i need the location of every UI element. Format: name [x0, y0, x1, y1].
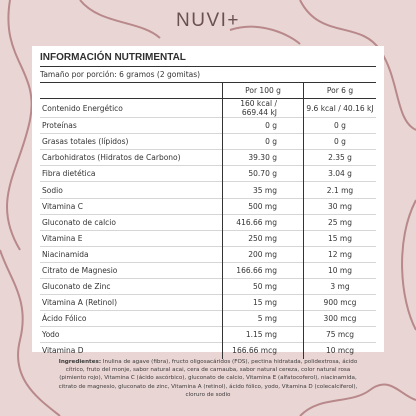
- table-header-row: [40, 83, 376, 99]
- header-nutrient: [40, 83, 223, 99]
- value-per-100g: 5 mg: [223, 311, 304, 327]
- value-per-100g: 250 mg: [223, 230, 304, 246]
- header-per-100g: Por 100 g: [223, 83, 304, 99]
- nutrient-name: Gluconato de calcio: [40, 214, 223, 230]
- value-per-100g: 1.15 mg: [223, 327, 304, 343]
- table-row: [40, 182, 376, 198]
- nutrient-name: Vitamina D: [40, 343, 223, 359]
- table-row: [40, 214, 376, 230]
- value-per-6g: 10 mcg: [304, 343, 377, 359]
- value-per-100g: 166.66 mg: [223, 262, 304, 278]
- ingredients-list: Inulina de agave (fibra), fructo oligosacáridos (FOS), pectina hidratada, polidextrosa, ácido cítrico, fruto del monje, sabor natural acai, cera de carnauba, sabor natural cereza, color natural rosa (pimiento rojo), Vitamina C (ácido ascórbico), gluconato de calcio, Vitamina E (alfatocoferol), niacinamida, citrato de magnesio, gluconato de zinc, Vitamina A (retinol), ácido fólico, yodo, Vitamina D (colecalciferol), cloruro de sodio: [58, 359, 358, 398]
- value-per-6g: 25 mg: [304, 214, 377, 230]
- value-per-100g: 0 g: [223, 118, 304, 134]
- value-per-6g: 3.04 g: [304, 166, 377, 182]
- table-row: [40, 311, 376, 327]
- value-per-100g: 15 mg: [223, 295, 304, 311]
- nutrient-name: Niacinamida: [40, 246, 223, 262]
- value-per-6g: 10 mg: [304, 262, 377, 278]
- nutrient-name: Proteínas: [40, 118, 223, 134]
- value-per-6g: 2.35 g: [304, 150, 377, 166]
- nutrient-name: Contenido Energético: [42, 103, 123, 113]
- value-per-6g: 0 g: [304, 134, 377, 150]
- ingredients-text: [56, 358, 360, 399]
- value-per-6g: 15 mg: [304, 230, 377, 246]
- table-row: [40, 246, 376, 262]
- value-per-6g: 30 mg: [304, 198, 377, 214]
- table-row: [40, 279, 376, 295]
- table-row: [40, 230, 376, 246]
- value-per-6g: 0 g: [304, 118, 377, 134]
- value-per-100g: 50.70 g: [223, 166, 304, 182]
- nutrition-table: [40, 83, 376, 359]
- value-per-100g: 416.66 mg: [223, 214, 304, 230]
- nutrient-name: Vitamina C: [40, 198, 223, 214]
- value-per-100g: 200 mg: [223, 246, 304, 262]
- value-per-6g: 300 mcg: [304, 311, 377, 327]
- serving-size: Tamaño por porción: 6 gramos (2 gomitas): [40, 67, 376, 83]
- nutrition-panel: [32, 46, 384, 356]
- nutrient-name: Ácido Fólico: [40, 311, 223, 327]
- value-per-6g: 9.6 kcal / 40.16 kJ: [304, 99, 377, 118]
- table-row: [40, 134, 376, 150]
- nutrient-name: Vitamina E: [40, 230, 223, 246]
- value-per-6g: 75 mcg: [304, 327, 377, 343]
- table-row: [40, 295, 376, 311]
- nutrient-name: Fibra dietética: [40, 166, 223, 182]
- ingredients-label: Ingredientes:: [58, 359, 102, 365]
- value-per-100g: 50 mg: [223, 279, 304, 295]
- brand-logo: NUVI+: [176, 10, 240, 31]
- value-per-100g: 35 mg: [223, 182, 304, 198]
- value-per-6g: 2.1 mg: [304, 182, 377, 198]
- table-row: [40, 150, 376, 166]
- value-per-100g: 39.30 g: [223, 150, 304, 166]
- nutrient-name: Sodio: [40, 182, 223, 198]
- value-per-100g: 160 kcal / 669.44 kJ: [223, 99, 304, 118]
- panel-title: INFORMACIÓN NUTRIMENTAL: [40, 52, 376, 67]
- value-per-100g: 0 g: [223, 134, 304, 150]
- nutrient-name: Citrato de Magnesio: [40, 262, 223, 278]
- nutrient-name: Grasas totales (lípidos): [40, 134, 223, 150]
- table-row: [40, 327, 376, 343]
- nutrient-name: Carbohidratos (Hidratos de Carbono): [40, 150, 223, 166]
- nutrient-name: Vitamina A (Retinol): [40, 295, 223, 311]
- header-per-6g: Por 6 g: [304, 83, 377, 99]
- table-row: [40, 99, 376, 118]
- value-per-6g: 12 mg: [304, 246, 377, 262]
- value-per-100g: 500 mg: [223, 198, 304, 214]
- table-row: [40, 262, 376, 278]
- nutrient-name: Yodo: [40, 327, 223, 343]
- value-per-100g: 166.66 mcg: [223, 343, 304, 359]
- value-per-6g: 900 mcg: [304, 295, 377, 311]
- table-row: [40, 198, 376, 214]
- table-row: [40, 343, 376, 359]
- table-row: [40, 166, 376, 182]
- value-per-6g: 3 mg: [304, 279, 377, 295]
- table-row: [40, 118, 376, 134]
- nutrient-name: Gluconato de Zinc: [40, 279, 223, 295]
